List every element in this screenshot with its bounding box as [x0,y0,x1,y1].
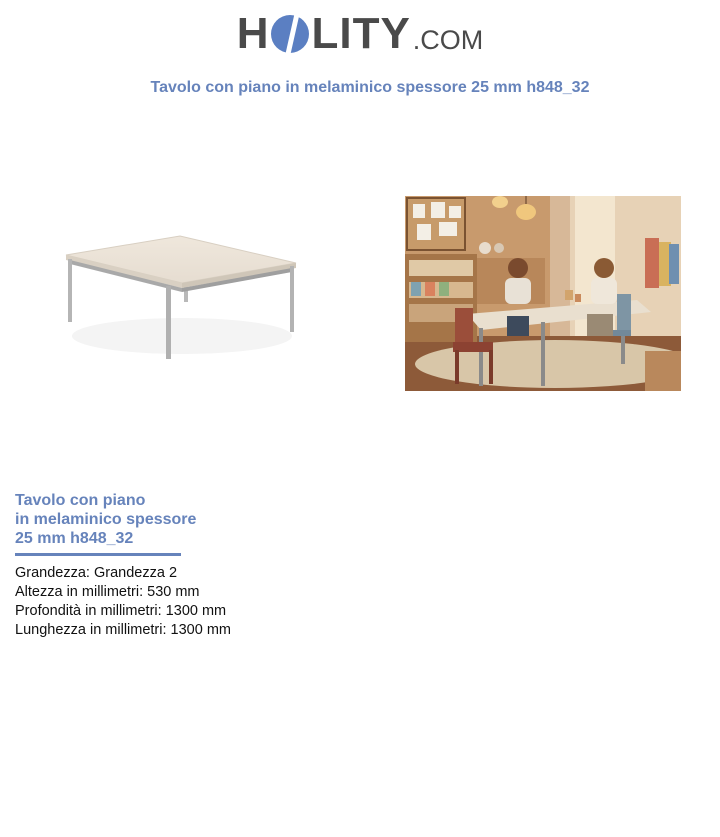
spec-height: Altezza in millimetri: 530 mm [15,584,200,600]
product-title-line-3: 25 mm h848_32 [15,530,134,547]
logo-text-lity: LITY [311,9,411,58]
spec-size: Grandezza: Grandezza 2 [15,565,178,581]
product-specs [15,564,231,640]
product-title-line-1: Tavolo con piano [15,492,146,509]
logo-o-icon [270,12,310,56]
product-table-image [58,226,306,366]
title-divider [15,553,181,556]
logo-text-h: H [236,9,270,58]
brand-logo[interactable] [0,9,720,58]
product-title-line-2: in melaminico spessore [15,511,197,528]
product-title [15,491,196,548]
spec-length: Lunghezza in millimetri: 1300 mm [15,622,231,638]
children-classroom-photo [405,196,681,391]
logo-text-com: .COM [412,25,484,55]
spec-depth: Profondità in millimetri: 1300 mm [15,603,227,619]
page-title: Tavolo con piano in melaminico spessore 25 mm h848_32 [150,79,590,96]
